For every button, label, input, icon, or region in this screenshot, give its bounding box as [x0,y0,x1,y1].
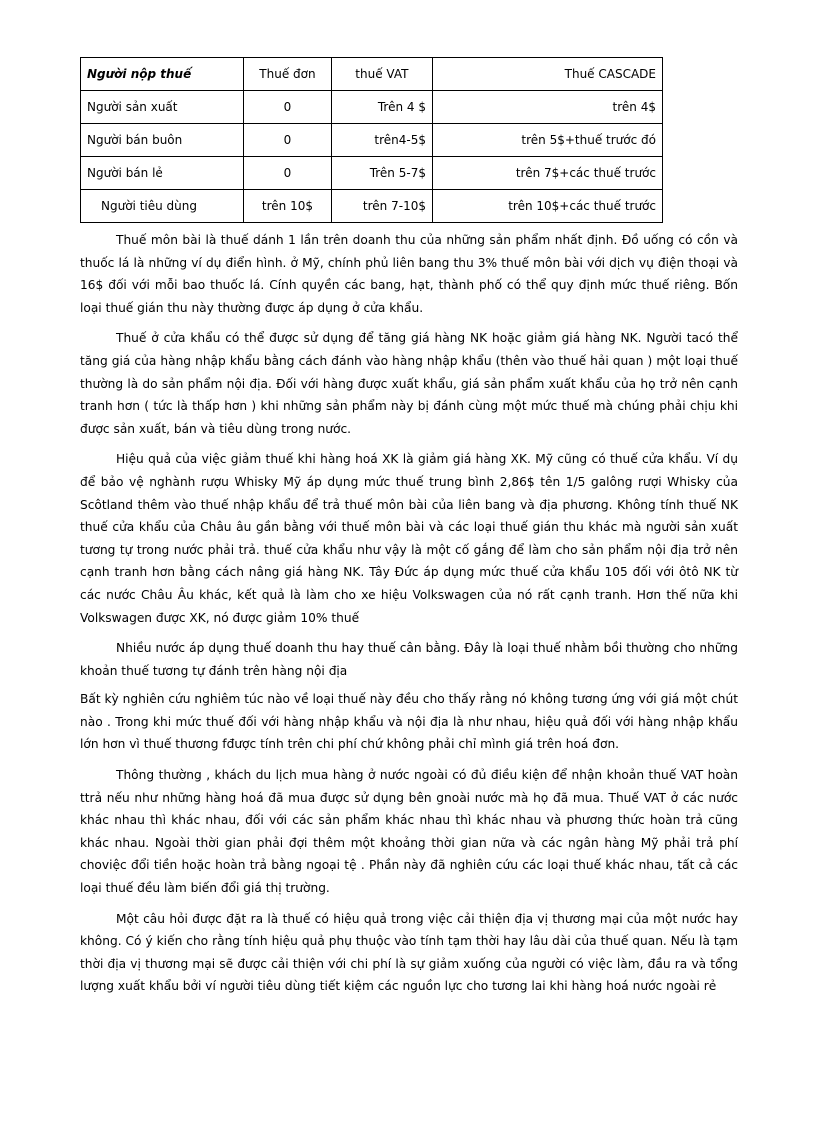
table-cell: trên 7$+các thuế trước [432,157,662,190]
table-cell: 0 [244,157,332,190]
body-paragraph: Nhiều nước áp dụng thuế doanh thu hay thuế cân bằng. Đây là loại thuế nhằm bồi thường cho những khoản thuế tương tự đánh trên hàng nội địa [80,641,738,678]
table-header-cell: thuế VAT [331,58,432,91]
body-paragraph: Bất kỳ nghiên cứu nghiêm túc nào về loại thuế này đều cho thấy rằng nó không tương ứng với giá một chút nào . Trong khi mức thuế đối với hàng nhập khẩu và nội địa là như nhau, hiệu quả đối với hàng nhập khẩu lớn hơn vì thuế thương fđược tính trên chi phí chứ không phải chỉ mình giá trên hoá đơn. [80,692,738,752]
table-cell: trên4-5$ [331,124,432,157]
body-paragraph: Thuế môn bài là thuế dánh 1 lần trên doanh thu của những sản phẩm nhất định. Đồ uống có cồn và thuốc lá là những ví dụ điển hình. ở Mỹ, chính phủ liên bang thu 3% thuế môn bài với dịch vụ điện thoại và 16$ đối với mỗi bao thuốc lá. Cính quyền các bang, hạt, thành phố có thể quy định mức thuế riêng. Bốn loại thuế gián thu này thường được áp dụng ở cửa khẩu. [80,233,738,315]
table-cell: trên 10$ [244,190,332,223]
table-cell: trên 5$+thuế trước đó [432,124,662,157]
table-cell: Người bán buôn [81,124,244,157]
table-cell: trên 4$ [432,91,662,124]
body-paragraph: Một câu hỏi được đặt ra là thuế có hiệu quả trong việc cải thiện địa vị thương mại của một nước hay không. Có ý kiến cho rằng tính hiệu quả phụ thuộc vào tính tạm thời hay lâu dài của thuế quan. Nếu là tạm thời địa vị thương mại sẽ được cải thiện với chi phí là sự giảm xuống của người có việc làm, đầu ra và tổng lượng xuất khẩu bởi ví người tiêu dùng tiết kiệm các nguồn lực cho tương lai khi hàng hoá nước ngoài rẻ [80,911,738,994]
table-cell: trên 7-10$ [331,190,432,223]
table-cell: trên 10$+các thuế trước [432,190,662,223]
table-row [81,157,663,190]
table-row [81,190,663,223]
document-page [80,57,738,1006]
table-row [81,124,663,157]
table-cell: Người tiêu dùng [81,190,244,223]
table-header-cell: Thuế đơn [244,58,332,91]
table-cell: 0 [244,91,332,124]
table-header-cell: Thuế CASCADE [432,58,662,91]
table-header-row [81,58,663,91]
body-paragraph: Thông thường , khách du lịch mua hàng ở nước ngoài có đủ điều kiện để nhận khoản thuế VAT hoàn ttrả nếu như những hàng hoá đã mua được sử dụng bên gnoài nước mà họ đã mua. Thuế VAT ở các nước khác nhau thì khác nhau, đối với các sản phẩm khác nhau thì khác nhau và phương thức hoàn trả cũng khác nhau. Ngoài thời gian phải đợi thêm một khoảng thời gian nữa và các ngân hàng Mỹ phải trả phí choviệc đổi tiền hoặc hoàn trả bằng ngoại tệ . Phần này đã nghiên cứu các loại thuế khác nhau, tất cả các loại thuế đều làm biến đổi giá thị trường. [80,768,738,896]
table-cell: Người sản xuất [81,91,244,124]
body-paragraph: Thuế ở cửa khẩu có thể được sử dụng để tăng giá hàng NK hoặc giảm giá hàng NK. Người tacó thể tăng giá của hàng nhập khẩu bằng cách đánh vào hàng nhập khẩu (thên vào thuế hải quan ) một loại thuế thường là do sản phẩm nội địa. Đối với hàng được xuất khẩu, giá sản phẩm xuất khẩu của họ trở nên cạnh tranh hơn ( tức là thấp hơn ) khi những sản phẩm này bị đánh cùng một mức thuế mà chúng phải chịu khi được sản xuất, bán và tiêu dùng trong nước. [80,331,738,436]
body-paragraph: Hiệu quả của việc giảm thuế khi hàng hoá XK là giảm giá hàng XK. Mỹ cũng có thuế cửa khẩu. Ví dụ để bảo vệ nghành rượu Whisky Mỹ áp dụng mức thuế trung bình 2,86$ tên 1/5 galông rượi Whisky của Scôtland thêm vào thuế nhập khẩu để trả thuế môn bài của liên bang và địa phương. Không tính thuế NK thuế cửa khẩu của Châu âu gần bằng với thuế môn bài và các loại thuế gián thu khác mà người sản xuất tương tự trong nước phải trả. thuế cửa khẩu như vậy là một cố gắng để làm cho sản phẩm nội địa trở nên cạnh tranh hơn bằng cách nâng giá hàng NK. Tây Đức áp dụng mức thuế cửa khẩu 105 đối với ôtô NK từ các nước Châu Âu khác, kết quả là làm cho xe hiệu Volkswagen của nó rất cạnh tranh. Hơn thế nữa khi Volkswagen được XK, nó được giảm 10% thuế [80,452,738,625]
table-cell: Người bán lẻ [81,157,244,190]
table-row [81,91,663,124]
table-cell: Trên 5-7$ [331,157,432,190]
tax-comparison-table [80,57,663,223]
table-cell: 0 [244,124,332,157]
table-header-cell: Người nộp thuế [81,58,244,91]
table-cell: Trên 4 $ [331,91,432,124]
